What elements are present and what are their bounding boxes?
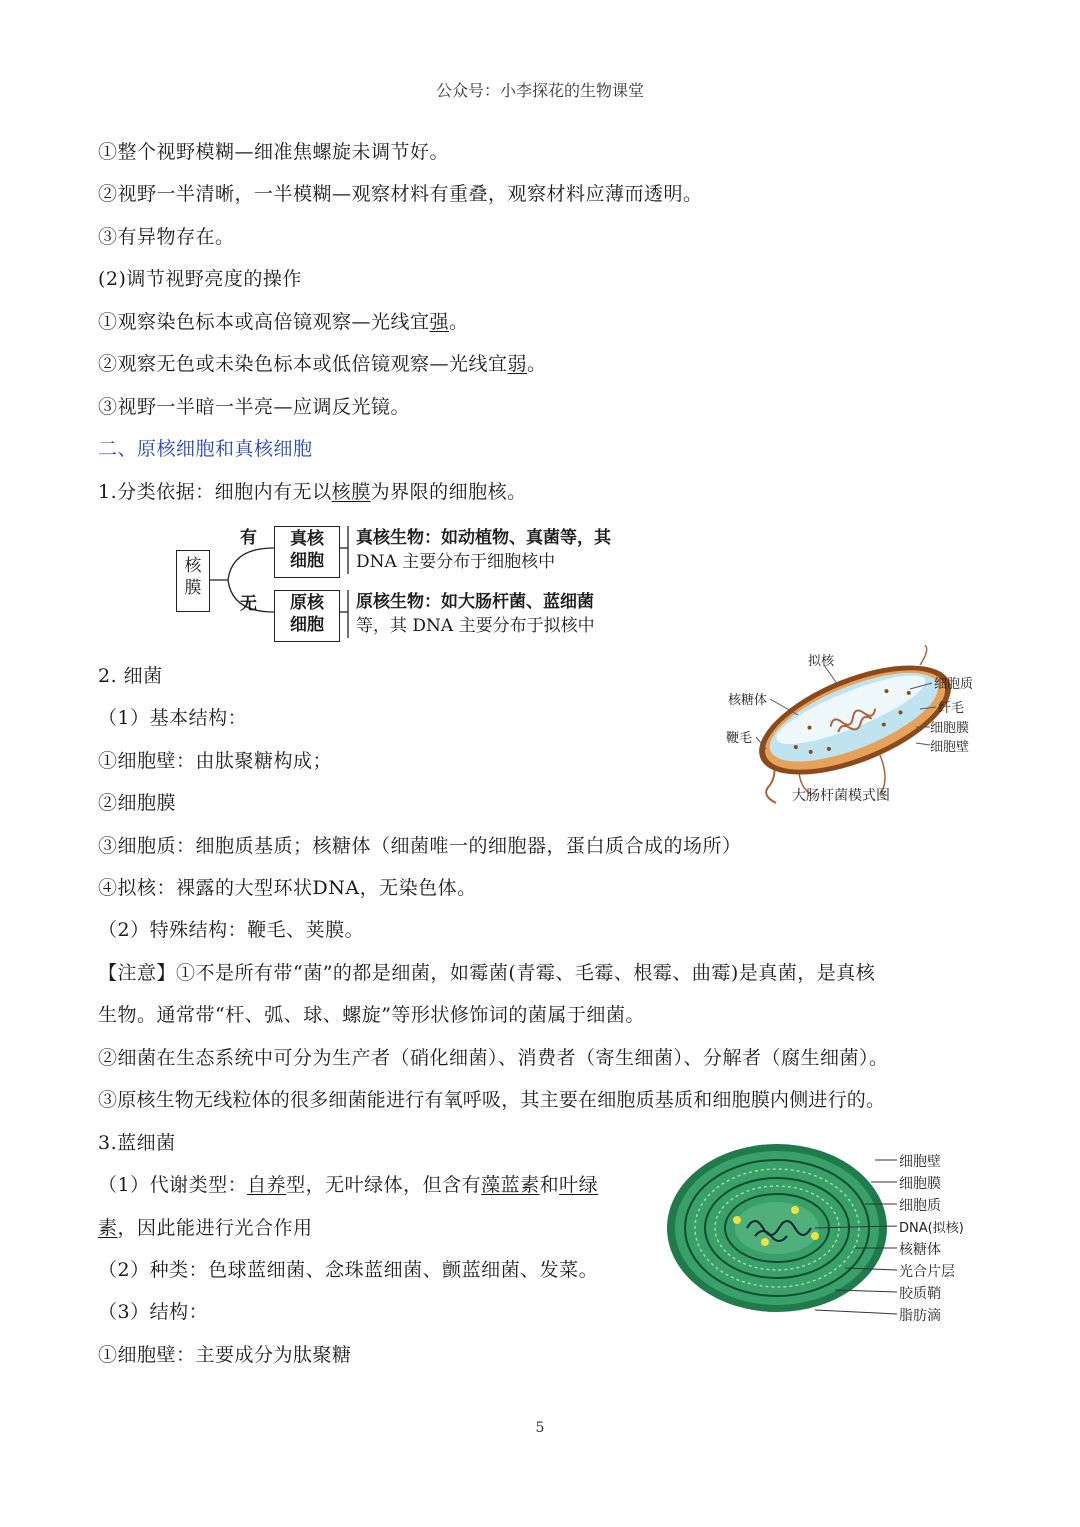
label-pilus: 纤毛	[938, 701, 965, 716]
classification-diagram	[170, 520, 650, 645]
text-line: （2）特殊结构：鞭毛、荚膜。	[98, 919, 365, 941]
prokaryote-desc-1: 原核生物：如大肠杆菌、蓝细菌	[356, 592, 594, 612]
membrane-box: 核 膜	[176, 550, 210, 612]
text-line: ①整个视野模糊—细准焦螺旋未调节好。	[98, 141, 450, 163]
text-line: ③视野一半暗一半亮—应调反光镜。	[98, 396, 411, 418]
label-nucleoid: 拟核	[808, 654, 835, 669]
label-cytoplasm: 细胞质	[899, 1198, 941, 1214]
label-flagellum: 鞭毛	[726, 731, 753, 746]
text-line: 1.分类依据：细胞内有无以核膜为界限的细胞核。	[98, 481, 527, 503]
text-line: 素，因此能进行光合作用	[98, 1217, 313, 1239]
text-line: （1）基本结构：	[98, 707, 248, 729]
text-line: ①细胞壁：由肽聚糖构成；	[98, 750, 333, 772]
keyword: 素	[98, 1217, 118, 1239]
page-number: 5	[535, 1420, 545, 1436]
eukaryote-desc-2: DNA 主要分布于细胞核中	[356, 552, 556, 572]
text-line: ③细胞质：细胞质基质；核糖体（细菌唯一的细胞器，蛋白质合成的场所）	[98, 835, 742, 857]
label-sheath: 胶质鞘	[899, 1286, 941, 1302]
note-line: ②细菌在生态系统中可分为生产者（硝化细菌）、消费者（寄生细菌）、分解者（腐生细菌）。	[98, 1047, 889, 1069]
branch-has: 有	[240, 528, 257, 548]
text-line: （1）代谢类型：自养型，无叶绿体，但含有藻蓝素和叶绿	[98, 1174, 599, 1196]
eukaryote-desc-1: 真核生物：如动植物、真菌等，其	[356, 528, 611, 548]
keyword: 弱	[507, 353, 528, 375]
text-line: ③有异物存在。	[98, 226, 235, 248]
eukaryote-box: 真核 细胞	[274, 526, 340, 578]
text-line: 2. 细菌	[98, 665, 163, 687]
text-line: ②视野一半清晰，一半模糊—观察材料有重叠，观察材料应薄而透明。	[98, 183, 703, 205]
text-line: ①观察染色标本或高倍镜观察—光线宜强。	[98, 311, 469, 333]
prokaryote-box: 原核 细胞	[274, 590, 340, 642]
label-membrane: 细胞膜	[930, 721, 970, 736]
label-cell-membrane: 细胞膜	[899, 1176, 941, 1192]
keyword: 核膜	[331, 481, 371, 503]
note-line: 生物。通常带“杆、弧、球、螺旋”等形状修饰词的菌属于细菌。	[98, 1004, 645, 1026]
label-lamella: 光合片层	[899, 1264, 955, 1280]
text-line: （3）结构：	[98, 1301, 209, 1323]
note-line: 【注意】①不是所有带“菌”的都是细菌，如霉菌(青霉、毛霉、根霉、曲霉)是真菌，是真核	[98, 962, 876, 984]
branch-none: 无	[240, 594, 257, 614]
ecoli-caption: 大肠杆菌模式图	[792, 788, 890, 804]
text-line: 3.蓝细菌	[98, 1132, 176, 1154]
label-cell-wall: 细胞壁	[899, 1154, 941, 1170]
prokaryote-desc-2: 等，其 DNA 主要分布于拟核中	[356, 616, 595, 636]
text-line: ②观察无色或未染色标本或低倍镜观察—光线宜弱。	[98, 353, 547, 375]
label-lipid: 脂肪滴	[899, 1308, 941, 1324]
section-heading: 二、原核细胞和真核细胞	[98, 438, 313, 460]
label-wall: 细胞壁	[930, 740, 970, 755]
keyword: 藻蓝素	[481, 1174, 540, 1196]
keyword: 强	[429, 311, 450, 333]
text-line: ②细胞膜	[98, 792, 177, 814]
label-cytoplasm: 细胞质	[934, 677, 974, 692]
label-dna: DNA(拟核)	[899, 1221, 964, 1236]
text-line: ④拟核：裸露的大型环状DNA，无染色体。	[98, 877, 477, 899]
cyanobacteria-figure	[665, 1140, 995, 1330]
label-ribosome: 核糖体	[899, 1242, 941, 1258]
ecoli-figure	[720, 645, 990, 810]
label-ribosome: 核糖体	[728, 693, 768, 708]
text-line: （2）种类：色球蓝细菌、念珠蓝细菌、颤蓝细菌、发菜。	[98, 1259, 599, 1281]
page-header: 公众号：小李探花的生物课堂	[435, 81, 644, 100]
keyword: 自养	[247, 1174, 287, 1196]
text-line: ①细胞壁：主要成分为肽聚糖	[98, 1344, 352, 1366]
note-line: ③原核生物无线粒体的很多细菌能进行有氧呼吸，其主要在细胞质基质和细胞膜内侧进行的。	[98, 1089, 886, 1111]
subheading: (2)调节视野亮度的操作	[98, 268, 302, 290]
keyword: 叶绿	[559, 1174, 599, 1196]
